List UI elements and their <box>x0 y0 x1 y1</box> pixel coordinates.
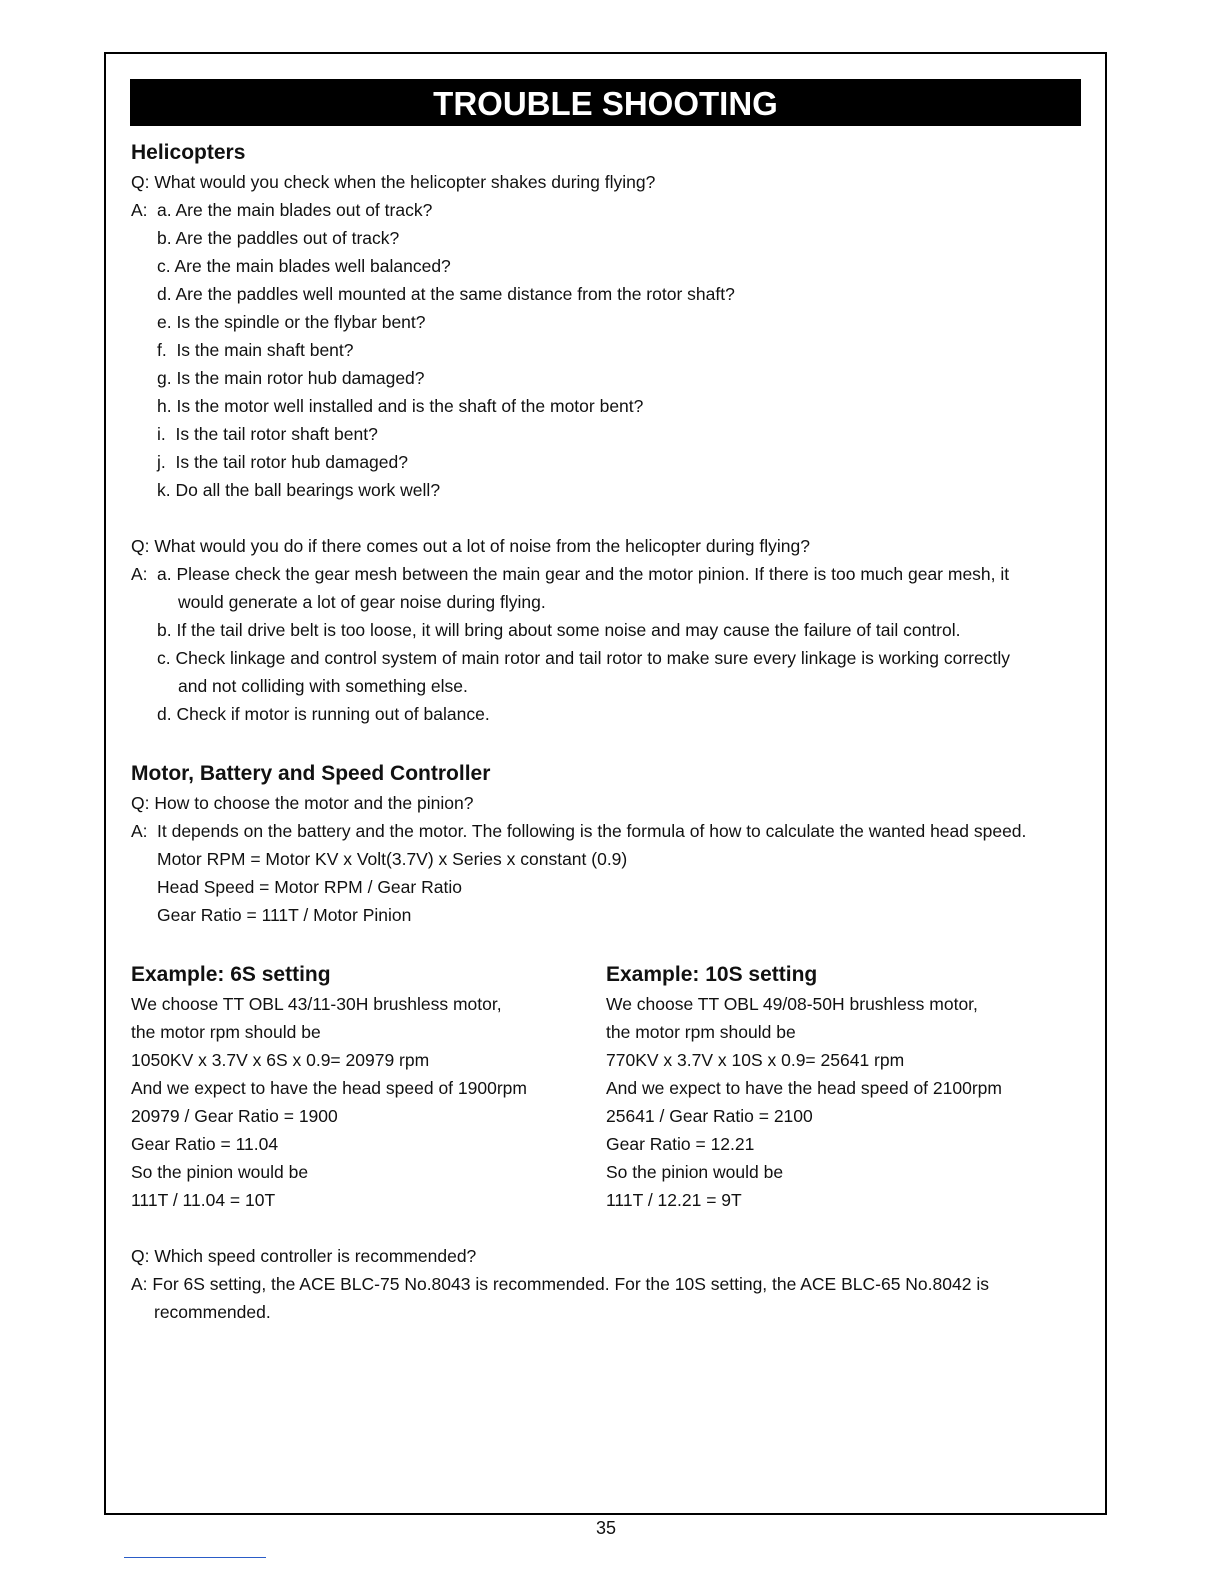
list-item: i. Is the tail rotor shaft bent? <box>157 424 378 444</box>
question-esc: Q: Which speed controller is recommended? <box>131 1246 477 1266</box>
list-item: c. Check linkage and control system of main rotor and tail rotor to make sure every linkage is working correctly <box>157 648 1010 668</box>
example-line: 770KV x 3.7V x 10S x 0.9= 25641 rpm <box>606 1050 905 1070</box>
list-item: h. Is the motor well installed and is the shaft of the motor bent? <box>157 396 644 416</box>
list-item: d. Are the paddles well mounted at the same distance from the rotor shaft? <box>157 284 735 304</box>
list-item: b. If the tail drive belt is too loose, it will bring about some noise and may cause the failure of tail control. <box>157 620 961 640</box>
page-title: TROUBLE SHOOTING <box>130 79 1081 126</box>
answer-esc-continued: recommended. <box>154 1302 271 1322</box>
example-line: Gear Ratio = 12.21 <box>606 1134 755 1154</box>
example-line: And we expect to have the head speed of 1900rpm <box>131 1078 527 1098</box>
example-line: 1050KV x 3.7V x 6S x 0.9= 20979 rpm <box>131 1050 430 1070</box>
footer-rule <box>124 1557 266 1558</box>
example-line: 111T / 12.21 = 9T <box>606 1190 742 1210</box>
list-item-continued: and not colliding with something else. <box>178 676 468 696</box>
answer-prefix: A: <box>131 564 148 584</box>
answer-text: It depends on the battery and the motor. The following is the formula of how to calculate the wanted head speed. <box>157 821 1027 841</box>
example-line: 25641 / Gear Ratio = 2100 <box>606 1106 813 1126</box>
example-line: the motor rpm should be <box>606 1022 796 1042</box>
question-motor: Q: How to choose the motor and the pinion? <box>131 793 474 813</box>
example-line: So the pinion would be <box>606 1162 784 1182</box>
list-item: a. Are the main blades out of track? <box>157 200 433 220</box>
example-line: the motor rpm should be <box>131 1022 321 1042</box>
motor-heading: Motor, Battery and Speed Controller <box>131 762 491 785</box>
example-line: We choose TT OBL 43/11-30H brushless motor, <box>131 994 502 1014</box>
list-item: g. Is the main rotor hub damaged? <box>157 368 425 388</box>
formula-head-speed: Head Speed = Motor RPM / Gear Ratio <box>157 877 462 897</box>
question-shake: Q: What would you check when the helicopter shakes during flying? <box>131 172 656 192</box>
list-item: k. Do all the ball bearings work well? <box>157 480 441 500</box>
answer-prefix: A: <box>131 200 148 220</box>
list-item: c. Are the main blades well balanced? <box>157 256 451 276</box>
example-line: Gear Ratio = 11.04 <box>131 1134 279 1154</box>
list-item-continued: would generate a lot of gear noise during flying. <box>178 592 546 612</box>
question-noise: Q: What would you do if there comes out a lot of noise from the helicopter during flying? <box>131 536 810 556</box>
example-10s-heading: Example: 10S setting <box>606 963 818 986</box>
example-line: And we expect to have the head speed of 2100rpm <box>606 1078 1002 1098</box>
example-line: So the pinion would be <box>131 1162 309 1182</box>
helicopters-heading: Helicopters <box>131 141 246 164</box>
example-line: 20979 / Gear Ratio = 1900 <box>131 1106 338 1126</box>
list-item: a. Please check the gear mesh between the main gear and the motor pinion. If there is too much gear mesh, it <box>157 564 1010 584</box>
page-number: 35 <box>595 1518 617 1538</box>
list-item: d. Check if motor is running out of balance. <box>157 704 490 724</box>
list-item: f. Is the main shaft bent? <box>157 340 354 360</box>
list-item: j. Is the tail rotor hub damaged? <box>157 452 408 472</box>
answer-esc: A: For 6S setting, the ACE BLC-75 No.8043 is recommended. For the 10S setting, the ACE BLC-65 No.8042 is <box>131 1274 989 1294</box>
example-6s-heading: Example: 6S setting <box>131 963 331 986</box>
list-item: b. Are the paddles out of track? <box>157 228 400 248</box>
example-line: 111T / 11.04 = 10T <box>131 1190 276 1210</box>
formula-gear-ratio: Gear Ratio = 111T / Motor Pinion <box>157 905 412 925</box>
list-item: e. Is the spindle or the flybar bent? <box>157 312 426 332</box>
formula-motor-rpm: Motor RPM = Motor KV x Volt(3.7V) x Series x constant (0.9) <box>157 849 628 869</box>
answer-prefix: A: <box>131 821 148 841</box>
example-line: We choose TT OBL 49/08-50H brushless motor, <box>606 994 978 1014</box>
